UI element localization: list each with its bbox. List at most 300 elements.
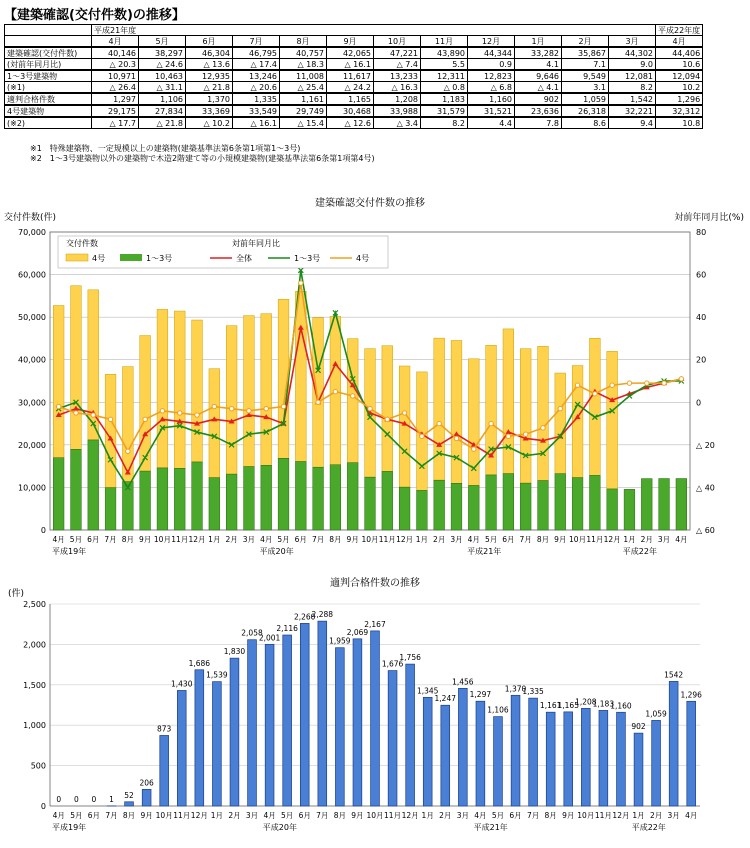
bar-1-3go <box>140 471 151 530</box>
table-cell: 13,246 <box>233 70 280 82</box>
table-cell: 1,335 <box>233 93 280 105</box>
month-header: 3月 <box>609 36 656 48</box>
x-tick-label: 4月 <box>675 535 688 544</box>
point-4go <box>454 436 458 440</box>
y2-axis-label: 対前年同月比(%) <box>674 213 744 223</box>
table-cell: 1,183 <box>421 93 468 105</box>
table-row <box>5 70 703 82</box>
note-2: ※2 1～3号建築物以外の建築物で木造2階建て等の小規模建築物(建築基準法第6条第1項第4号) <box>30 154 375 163</box>
bar-1-3go <box>261 465 272 530</box>
point-4go <box>662 381 666 385</box>
bar-approval <box>265 644 274 806</box>
bar-approval <box>248 640 257 806</box>
point-4go <box>333 389 337 393</box>
table-cell: 4.1 <box>515 59 562 71</box>
data-label: 2,001 <box>258 633 281 643</box>
bar-1-3go <box>105 488 116 530</box>
x-tick-label: 5月 <box>277 535 290 544</box>
point-4go <box>506 434 510 438</box>
bar-4go <box>53 305 64 457</box>
x-tick-label: 8月 <box>333 811 347 820</box>
bar-4go <box>209 369 220 478</box>
table-cell: 38,297 <box>139 47 186 59</box>
x-tick-label: 8月 <box>329 535 342 544</box>
x-tick-label: 8月 <box>536 535 550 544</box>
bar-1-3go <box>244 467 255 530</box>
x-tick-label: 11月 <box>586 535 604 544</box>
y-tick-label: 0 <box>40 802 46 811</box>
x-tick-label: 5月 <box>281 811 294 820</box>
bar-1-3go <box>53 458 64 530</box>
x-tick-label: 9月 <box>138 535 152 544</box>
data-label: 1,247 <box>434 694 457 704</box>
point-4go <box>420 434 424 438</box>
table-row <box>5 117 703 129</box>
table-cell: △ 31.1 <box>139 82 186 94</box>
table-cell: 23,636 <box>515 105 562 117</box>
x-tick-label: 6月 <box>502 535 515 544</box>
point-4go <box>126 449 130 453</box>
legend-swatch-4go <box>66 254 88 261</box>
data-label: 1 <box>109 794 114 804</box>
point-4go <box>178 411 182 415</box>
point-4go <box>351 394 355 398</box>
legend-label: 1～3号 <box>294 254 321 263</box>
bar-1-3go <box>226 474 237 530</box>
bar-approval <box>546 712 555 806</box>
table-cell: 9,646 <box>515 70 562 82</box>
table-cell: 1,160 <box>468 93 515 105</box>
table-cell: 10,971 <box>92 70 139 82</box>
point-4go <box>575 383 579 387</box>
x-tick-label: 4月 <box>467 535 480 544</box>
row-label: (※2) <box>5 117 92 129</box>
table-cell: △ 26.4 <box>92 82 139 94</box>
x-tick-label: 10月 <box>569 535 587 544</box>
bar-approval <box>335 648 344 806</box>
data-label: 1,165 <box>557 700 579 710</box>
data-label: 1542 <box>664 670 684 680</box>
legend-box <box>58 236 388 268</box>
data-label: 1,370 <box>504 684 527 694</box>
x-tick-label: 10月 <box>577 811 595 820</box>
table-cell: △ 3.4 <box>374 117 421 129</box>
bar-approval <box>318 621 327 806</box>
table-cell: 44,406 <box>656 47 703 59</box>
y-tick-label: 50,000 <box>18 313 46 323</box>
row-label: (対前年同月比) <box>5 59 92 71</box>
table-cell: △ 25.4 <box>280 82 327 94</box>
data-label: 1,106 <box>487 705 509 715</box>
table-cell: 32,312 <box>656 105 703 117</box>
x-tick-label: 9月 <box>562 811 575 820</box>
point-4go <box>368 406 372 410</box>
bar-approval <box>388 671 397 806</box>
bar-approval <box>441 705 450 806</box>
x-tick-label: 9月 <box>140 811 153 820</box>
point-4go <box>558 406 562 410</box>
bar-1-3go <box>572 478 583 530</box>
table-cell: △ 6.8 <box>468 82 515 94</box>
bar-4go <box>105 374 116 487</box>
table-cell: △ 18.3 <box>280 59 327 71</box>
table-cell: △ 17.4 <box>233 59 280 71</box>
data-label: 206 <box>139 778 154 788</box>
data-label: 2,058 <box>241 628 263 638</box>
bar-approval <box>599 710 608 806</box>
x-tick-label: 3月 <box>667 811 680 820</box>
x-tick-label: 7月 <box>311 535 325 544</box>
bar-4go <box>261 314 272 466</box>
point-4go <box>281 404 285 408</box>
bar-4go <box>347 339 358 463</box>
table-cell: 47,221 <box>374 47 421 59</box>
bar-1-3go <box>520 483 531 530</box>
bar-1-3go <box>209 478 220 530</box>
x-tick-label: 12月 <box>188 535 206 544</box>
table-cell: 9,549 <box>562 70 609 82</box>
point-4go <box>472 447 476 451</box>
legend-label: 4号 <box>356 254 370 263</box>
bar-approval <box>529 698 538 806</box>
data-label: 1,335 <box>522 687 544 697</box>
bar-approval <box>230 658 239 806</box>
x-tick-label: 6月 <box>294 535 307 544</box>
fy-label: 平成21年度 <box>92 25 656 36</box>
bar-4go <box>555 373 566 474</box>
y2-tick-label: 0 <box>696 398 702 408</box>
x-tick-label: 12月 <box>190 811 208 820</box>
x-tick-label: 12月 <box>612 811 630 820</box>
x-tick-label: 11月 <box>378 535 396 544</box>
approval-chart <box>0 570 750 848</box>
bar-approval <box>406 664 415 806</box>
data-label: 2,288 <box>311 610 334 620</box>
year-label: 平成21年 <box>467 547 502 556</box>
bar-4go <box>174 311 185 468</box>
x-tick-label: 3月 <box>245 811 259 820</box>
x-tick-label: 2月 <box>225 535 238 544</box>
bar-approval <box>687 701 696 806</box>
table-cell: 7.1 <box>562 59 609 71</box>
point-4go <box>195 413 199 417</box>
table-cell: △ 16.1 <box>233 117 280 129</box>
bar-approval <box>300 623 309 806</box>
table-row <box>5 47 703 59</box>
x-tick-label: 1月 <box>208 535 221 544</box>
table-cell: 44,344 <box>468 47 515 59</box>
y2-tick-label: 80 <box>696 228 707 237</box>
table-cell: 9.4 <box>609 117 656 129</box>
bar-1-3go <box>486 475 497 530</box>
y-tick-label: 2,500 <box>23 600 46 609</box>
x-tick-label: 3月 <box>456 811 469 820</box>
table-cell: △ 4.1 <box>515 82 562 94</box>
month-header: 5月 <box>139 36 186 48</box>
x-tick-label: 8月 <box>122 811 136 820</box>
note-1: ※1 特殊建築物、一定規模以上の建築物(建築基準法第6条第1項第1～3号) <box>30 144 301 153</box>
y-tick-label: 1,000 <box>23 721 46 731</box>
year-label: 平成20年 <box>262 823 297 832</box>
y2-tick-label: △ 20 <box>696 440 715 450</box>
data-label: 1,676 <box>381 659 404 669</box>
table-cell: 902 <box>515 93 562 105</box>
bar-1-3go <box>503 474 514 530</box>
point-4go <box>264 406 268 410</box>
bar-1-3go <box>624 489 635 530</box>
bar-4go <box>382 346 393 472</box>
table-cell: 11,008 <box>280 70 327 82</box>
legend-label: 全体 <box>236 254 252 263</box>
point-4go <box>402 411 406 415</box>
table-cell: △ 0.8 <box>421 82 468 94</box>
row-label: 1～3号建築物 <box>5 70 92 82</box>
table-cell: 11,617 <box>327 70 374 82</box>
bar-approval <box>160 735 169 806</box>
table-cell: 13,233 <box>374 70 421 82</box>
table-corner <box>5 25 92 36</box>
legend-title-left: 交付件数 <box>66 239 98 248</box>
row-label: 4号建築物 <box>5 105 92 117</box>
x-tick-label: 7月 <box>526 811 540 820</box>
x-tick-label: 5月 <box>491 811 505 820</box>
row-label: 適判合格件数 <box>5 93 92 105</box>
y-tick-label: 70,000 <box>18 228 46 237</box>
table-cell: △ 20.3 <box>92 59 139 71</box>
y-tick-label: 60,000 <box>18 270 46 280</box>
table-row <box>5 105 703 117</box>
data-label: 1,959 <box>329 636 351 646</box>
data-label: 1,345 <box>416 686 439 696</box>
bar-1-3go <box>538 481 549 530</box>
data-label: 0 <box>73 795 79 804</box>
bar-4go <box>434 338 445 480</box>
table-cell: △ 17.7 <box>92 117 139 129</box>
bar-1-3go <box>71 449 82 530</box>
issuance-chart <box>0 190 750 556</box>
x-tick-label: 10月 <box>155 811 173 820</box>
y2-tick-label: 40 <box>696 313 707 323</box>
month-header: 2月 <box>562 36 609 48</box>
data-label: 1,208 <box>575 697 597 707</box>
table-cell: 1,370 <box>186 93 233 105</box>
x-tick-label: 12月 <box>603 535 621 544</box>
table-cell: 40,146 <box>92 47 139 59</box>
table-cell: △ 20.6 <box>233 82 280 94</box>
x-tick-label: 1月 <box>210 811 224 820</box>
x-tick-label: 8月 <box>544 811 557 820</box>
bar-1-3go <box>417 490 428 530</box>
x-tick-label: 11月 <box>594 811 612 820</box>
month-header: 6月 <box>186 36 233 48</box>
x-tick-label: 5月 <box>70 811 83 820</box>
table-cell: △ 16.3 <box>374 82 421 94</box>
point-4go <box>679 377 683 381</box>
bar-approval <box>564 712 573 806</box>
table-cell: 1,542 <box>609 93 656 105</box>
x-tick-label: 6月 <box>87 811 101 820</box>
bar-1-3go <box>295 462 306 530</box>
month-header: 11月 <box>421 36 468 48</box>
x-tick-label: 12月 <box>401 811 419 820</box>
bar-1-3go <box>330 465 341 530</box>
bar-4go <box>192 320 203 462</box>
y2-tick-label: 60 <box>696 270 707 280</box>
table-cell: 8.2 <box>609 82 656 94</box>
table-cell: 29,175 <box>92 105 139 117</box>
fy-next-label: 平成22年度 <box>656 25 703 36</box>
x-tick-label: 4月 <box>263 811 276 820</box>
table-cell: 0.9 <box>468 59 515 71</box>
month-header: 8月 <box>280 36 327 48</box>
table-cell: △ 21.8 <box>186 82 233 94</box>
table-cell: △ 12.6 <box>327 117 374 129</box>
data-label: 902 <box>631 722 646 732</box>
point-4go <box>299 281 303 285</box>
table-cell: 42,065 <box>327 47 374 59</box>
table-cell: △ 13.6 <box>186 59 233 71</box>
table-cell: 35,867 <box>562 47 609 59</box>
bar-approval <box>494 717 503 806</box>
x-tick-label: 6月 <box>509 811 522 820</box>
month-header: 4月 <box>92 36 139 48</box>
month-header: 12月 <box>468 36 515 48</box>
bar-4go <box>244 316 255 467</box>
table-cell: △ 21.8 <box>139 117 186 129</box>
bar-1-3go <box>313 467 324 530</box>
point-4go <box>108 417 112 421</box>
table-cell: 33,549 <box>233 105 280 117</box>
data-label: 1,059 <box>645 709 667 719</box>
x-tick-label: 7月 <box>104 535 117 544</box>
bar-approval <box>213 682 222 806</box>
x-tick-label: 10月 <box>153 535 171 544</box>
data-label: 1,456 <box>452 677 474 687</box>
data-label: 0 <box>56 795 62 804</box>
point-4go <box>523 432 527 436</box>
bar-approval <box>423 697 432 806</box>
row-label: (※1) <box>5 82 92 94</box>
table-cell: 27,834 <box>139 105 186 117</box>
point-4go <box>645 381 649 385</box>
point-4go <box>627 381 631 385</box>
x-tick-label: 12月 <box>396 535 414 544</box>
table-cell: 32,221 <box>609 105 656 117</box>
month-header: 7月 <box>233 36 280 48</box>
y-axis-label: (件) <box>8 589 25 599</box>
table-cell: 12,935 <box>186 70 233 82</box>
data-label: 2,116 <box>276 624 298 634</box>
month-header: 1月 <box>515 36 562 48</box>
table-cell: 40,757 <box>280 47 327 59</box>
x-tick-label: 11月 <box>173 811 191 820</box>
data-label: 2,167 <box>364 619 386 629</box>
table-cell: 12,094 <box>656 70 703 82</box>
x-tick-label: 6月 <box>87 535 100 544</box>
stats-table <box>4 24 703 129</box>
point-4go <box>91 413 95 417</box>
row-label: 建築確認(交付件数) <box>5 47 92 59</box>
data-label: 52 <box>124 790 134 800</box>
bar-4go <box>157 309 168 467</box>
bar-approval <box>353 639 362 806</box>
x-tick-label: 2月 <box>640 535 653 544</box>
y-tick-label: 10,000 <box>18 483 46 493</box>
year-label: 平成22年 <box>631 823 666 832</box>
data-label: 1,296 <box>680 690 702 700</box>
table-cell: △ 15.4 <box>280 117 327 129</box>
year-label: 平成19年 <box>52 547 87 556</box>
table-cell: 1,208 <box>374 93 421 105</box>
x-tick-label: 4月 <box>474 811 487 820</box>
table-cell: 12,081 <box>609 70 656 82</box>
table-cell: 31,521 <box>468 105 515 117</box>
bar-1-3go <box>174 468 185 530</box>
year-label: 平成21年 <box>473 823 508 832</box>
bar-1-3go <box>607 489 618 530</box>
table-cell: 46,304 <box>186 47 233 59</box>
x-tick-label: 3月 <box>242 535 256 544</box>
table-cell: 7.8 <box>515 117 562 129</box>
point-4go <box>74 411 78 415</box>
bar-1-3go <box>347 463 358 530</box>
y2-tick-label: △ 60 <box>696 526 715 535</box>
table-cell: △ 24.2 <box>327 82 374 94</box>
x-tick-label: 5月 <box>484 535 498 544</box>
x-tick-label: 9月 <box>351 811 364 820</box>
data-label: 1,183 <box>592 699 615 709</box>
point-4go <box>229 406 233 410</box>
page-title: 【建築確認(交付件数)の推移】 <box>4 8 185 23</box>
x-tick-label: 1月 <box>421 811 434 820</box>
bar-approval <box>617 712 626 806</box>
y-tick-label: 1,500 <box>23 680 46 690</box>
x-tick-label: 2月 <box>439 811 452 820</box>
table-cell: 10.6 <box>656 59 703 71</box>
point-4go <box>489 421 493 425</box>
bar-1-3go <box>88 440 99 530</box>
chart-title: 適判合格件数の推移 <box>330 578 420 589</box>
data-label: 1,686 <box>188 658 211 668</box>
legend-swatch-1-3go <box>120 254 142 261</box>
data-label: 873 <box>157 724 172 734</box>
table-cell: 31,579 <box>421 105 468 117</box>
y-axis-label: 交付件数(件) <box>4 213 57 223</box>
table-cell: 1,106 <box>139 93 186 105</box>
point-4go <box>56 404 60 408</box>
table-cell: 33,282 <box>515 47 562 59</box>
bar-approval <box>669 681 678 806</box>
bar-1-3go <box>590 475 601 530</box>
bar-1-3go <box>434 480 445 530</box>
point-4go <box>593 392 597 396</box>
notes <box>30 144 375 164</box>
year-label: 平成19年 <box>52 823 87 832</box>
chart-title: 建築確認交付件数の推移 <box>315 198 425 209</box>
point-4go <box>385 417 389 421</box>
bar-approval <box>458 688 467 806</box>
bar-approval <box>652 720 661 806</box>
table-cell: 43,890 <box>421 47 468 59</box>
legend-label: 1～3号 <box>146 254 173 263</box>
bar-4go <box>71 286 82 450</box>
point-4go <box>247 409 251 413</box>
data-label: 0 <box>91 795 97 804</box>
table-corner <box>5 36 92 48</box>
point-4go <box>160 409 164 413</box>
x-tick-label: 4月 <box>260 535 273 544</box>
point-4go <box>541 426 545 430</box>
